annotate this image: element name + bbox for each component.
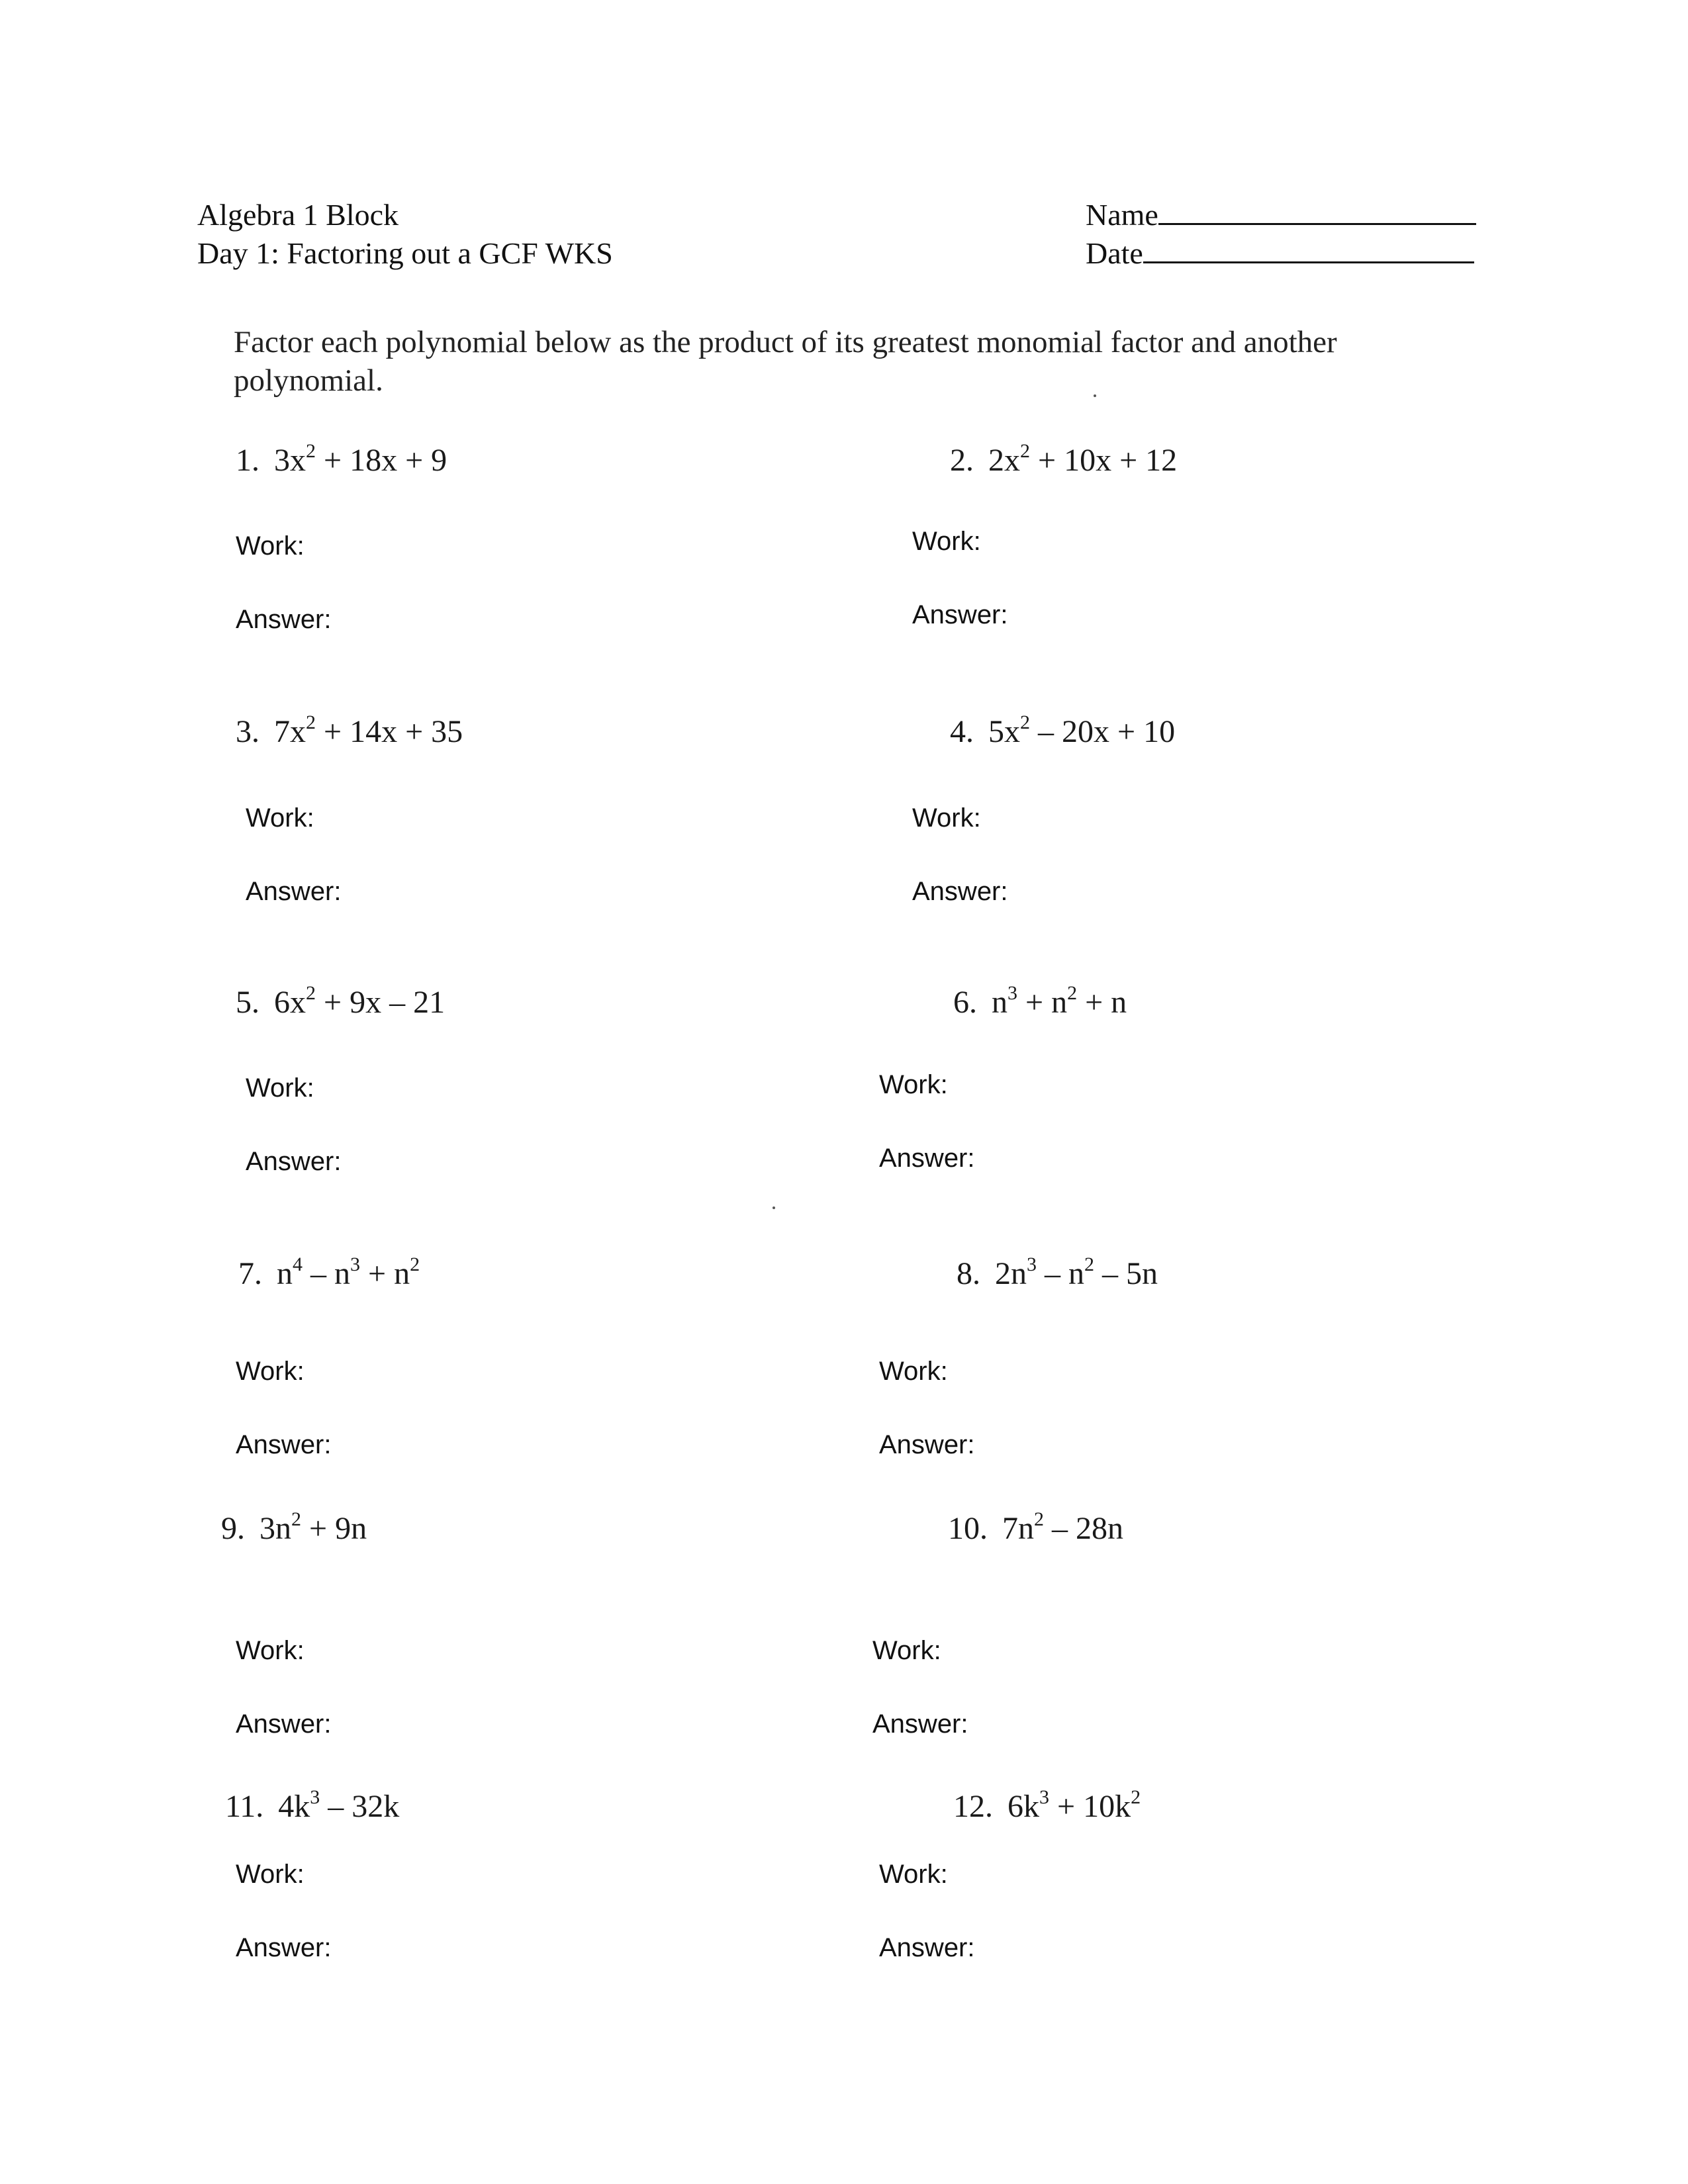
- exponent: 2: [1020, 711, 1030, 733]
- problem-number: 12.: [953, 1789, 993, 1824]
- problem-7: [238, 1254, 420, 1294]
- student-info: [1086, 196, 1476, 273]
- problem-number: 6.: [953, 985, 977, 1020]
- problem-3: [236, 712, 463, 752]
- problem-10: [948, 1509, 1123, 1549]
- problem-4: [950, 712, 1175, 752]
- work-label-9: Work:: [236, 1636, 305, 1665]
- term: 6k: [1008, 1789, 1039, 1824]
- term: – 20x + 10: [1030, 714, 1176, 749]
- problem-12: [953, 1787, 1141, 1827]
- work-label-11: Work:: [236, 1860, 305, 1889]
- term: + 10k: [1049, 1789, 1131, 1824]
- term: + 10x + 12: [1030, 443, 1178, 478]
- term: + 18x + 9: [316, 443, 447, 478]
- term: + 9n: [301, 1511, 367, 1546]
- date-line: [1086, 234, 1476, 273]
- term: n: [277, 1256, 293, 1291]
- work-label-7: Work:: [236, 1357, 305, 1386]
- polynomial-expression: [274, 982, 445, 1020]
- work-label-3: Work:: [246, 803, 314, 833]
- worksheet-header: [197, 196, 613, 273]
- polynomial-expression: [278, 1786, 400, 1824]
- polynomial-expression: [259, 1508, 367, 1546]
- polynomial-expression: [995, 1253, 1158, 1291]
- date-blank[interactable]: [1143, 235, 1474, 263]
- polynomial-expression: [277, 1253, 420, 1291]
- exponent: 2: [306, 711, 316, 733]
- work-label-6: Work:: [879, 1070, 948, 1099]
- exponent: 2: [306, 982, 316, 1004]
- problem-number: 9.: [221, 1511, 245, 1546]
- problem-number: 5.: [236, 985, 259, 1020]
- answer-label-2: Answer:: [912, 600, 1008, 629]
- term: n: [992, 985, 1008, 1020]
- work-label-10: Work:: [872, 1636, 941, 1665]
- name-line: [1086, 196, 1476, 234]
- problem-number: 2.: [950, 443, 974, 478]
- course-title: Algebra 1 Block: [197, 198, 399, 232]
- scan-speck: [773, 1206, 775, 1209]
- answer-label-10: Answer:: [872, 1709, 968, 1739]
- problem-6: [953, 983, 1127, 1023]
- term: 5x: [988, 714, 1020, 749]
- term: – 5n: [1094, 1256, 1158, 1291]
- work-label-8: Work:: [879, 1357, 948, 1386]
- problem-1: [236, 441, 447, 480]
- exponent: 2: [1131, 1786, 1141, 1808]
- term: 3n: [259, 1511, 291, 1546]
- term: – 32k: [320, 1789, 400, 1824]
- term: + n: [360, 1256, 410, 1291]
- exponent: 3: [1039, 1786, 1049, 1808]
- exponent: 2: [306, 440, 316, 462]
- answer-label-6: Answer:: [879, 1144, 975, 1173]
- polynomial-expression: [274, 440, 447, 478]
- exponent: 3: [1027, 1253, 1037, 1275]
- problem-number: 7.: [238, 1256, 262, 1291]
- exponent: 2: [1020, 440, 1030, 462]
- problem-number: 1.: [236, 443, 259, 478]
- problem-number: 3.: [236, 714, 259, 749]
- term: 7x: [274, 714, 306, 749]
- exponent: 2: [1084, 1253, 1094, 1275]
- term: 7n: [1002, 1511, 1034, 1546]
- exponent: 2: [1034, 1508, 1044, 1530]
- answer-label-5: Answer:: [246, 1147, 342, 1176]
- term: 2n: [995, 1256, 1027, 1291]
- name-blank[interactable]: [1158, 197, 1476, 225]
- term: 3x: [274, 443, 306, 478]
- work-label-4: Work:: [912, 803, 981, 833]
- term: + n: [1077, 985, 1127, 1020]
- answer-label-4: Answer:: [912, 877, 1008, 906]
- problem-2: [950, 441, 1177, 480]
- polynomial-expression: [274, 711, 463, 749]
- answer-label-11: Answer:: [236, 1933, 332, 1962]
- problem-number: 4.: [950, 714, 974, 749]
- answer-label-7: Answer:: [236, 1430, 332, 1459]
- problem-8: [957, 1254, 1158, 1294]
- date-label: Date: [1086, 236, 1143, 270]
- exponent: 2: [1067, 982, 1078, 1004]
- exponent: 3: [1008, 982, 1017, 1004]
- answer-label-12: Answer:: [879, 1933, 975, 1962]
- exponent: 3: [310, 1786, 320, 1808]
- term: 6x: [274, 985, 306, 1020]
- polynomial-expression: [1008, 1786, 1141, 1824]
- problem-5: [236, 983, 445, 1023]
- scan-speck: [1094, 394, 1096, 397]
- problem-9: [221, 1509, 367, 1549]
- exponent: 2: [291, 1508, 301, 1530]
- answer-label-8: Answer:: [879, 1430, 975, 1459]
- polynomial-expression: [988, 440, 1178, 478]
- work-label-12: Work:: [879, 1860, 948, 1889]
- answer-label-9: Answer:: [236, 1709, 332, 1739]
- work-label-1: Work:: [236, 531, 305, 561]
- name-label: Name: [1086, 198, 1158, 232]
- answer-label-1: Answer:: [236, 605, 332, 634]
- term: – 28n: [1044, 1511, 1123, 1546]
- term: + n: [1017, 985, 1068, 1020]
- polynomial-expression: [992, 982, 1127, 1020]
- term: + 9x – 21: [316, 985, 445, 1020]
- problem-number: 8.: [957, 1256, 980, 1291]
- polynomial-expression: [1002, 1508, 1123, 1546]
- term: + 14x + 35: [316, 714, 463, 749]
- term: 2x: [988, 443, 1020, 478]
- work-label-2: Work:: [912, 527, 981, 556]
- exponent: 3: [350, 1253, 360, 1275]
- problem-11: [225, 1787, 399, 1827]
- problem-number: 10.: [948, 1511, 988, 1546]
- worksheet-title: Day 1: Factoring out a GCF WKS: [197, 236, 613, 270]
- term: – n: [1037, 1256, 1084, 1291]
- term: 4k: [278, 1789, 310, 1824]
- instructions: Factor each polynomial below as the product of its greatest monomial factor and another polynomial.: [234, 325, 1337, 398]
- term: – n: [303, 1256, 350, 1291]
- answer-label-3: Answer:: [246, 877, 342, 906]
- problem-number: 11.: [225, 1789, 264, 1824]
- polynomial-expression: [988, 711, 1176, 749]
- exponent: 2: [410, 1253, 420, 1275]
- exponent: 4: [293, 1253, 303, 1275]
- work-label-5: Work:: [246, 1073, 314, 1103]
